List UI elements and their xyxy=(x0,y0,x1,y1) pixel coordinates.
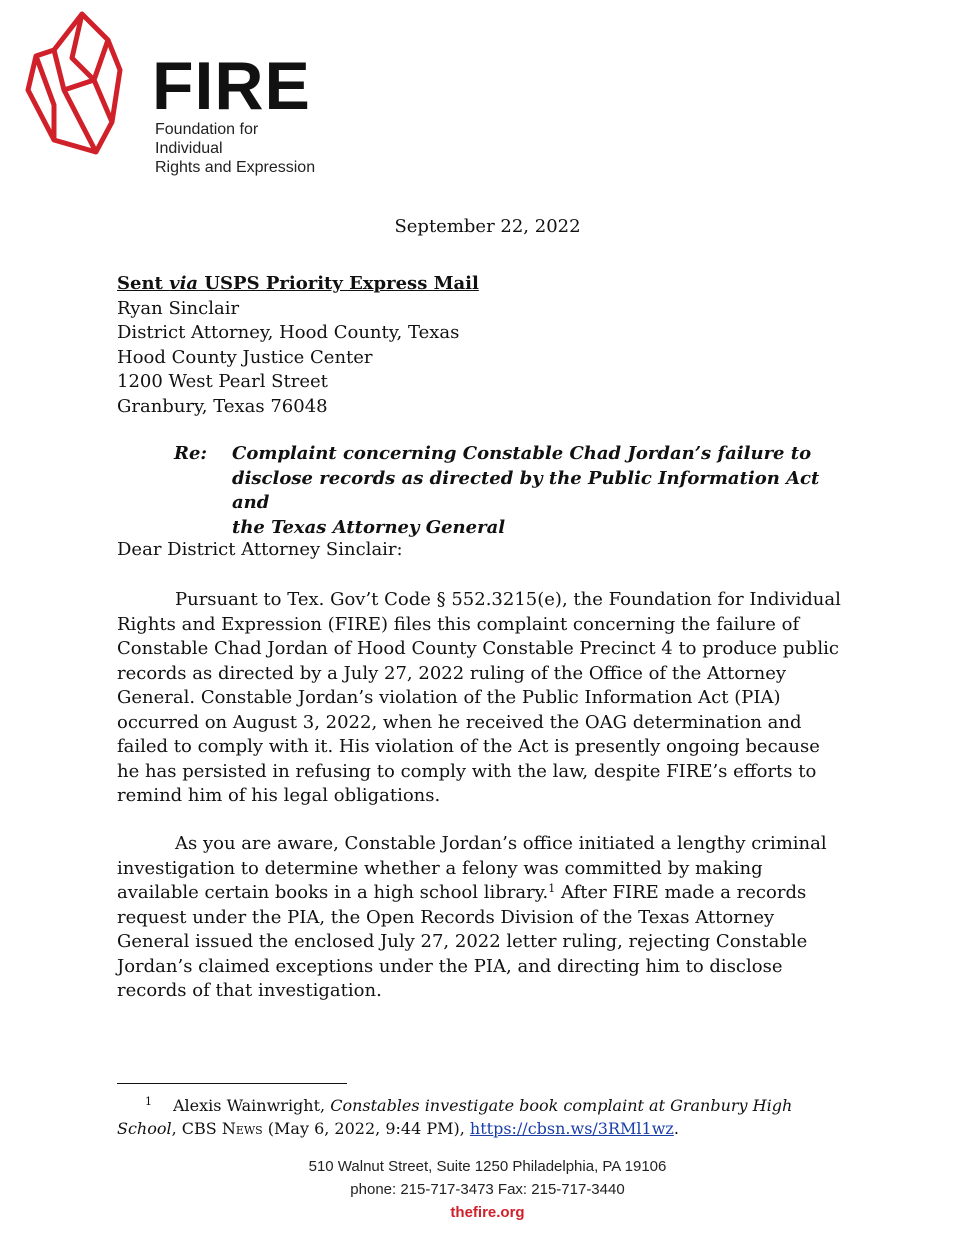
subject-line-1: Complaint concerning Constable Chad Jordan’s failure to xyxy=(232,443,812,464)
paragraph-line: he has persisted in refusing to comply with the law, despite FIRE’s efforts to xyxy=(117,760,817,782)
footnote-line-1: 1 Alexis Wainwright, Constables investigate book complaint at Granbury High xyxy=(145,1095,793,1115)
paragraph-line-text: available certain books in a high school library. xyxy=(117,882,549,903)
logo-tagline xyxy=(155,120,324,177)
footnote-outlet: , CBS xyxy=(171,1119,222,1138)
delivery-suffix: USPS Priority Express Mail xyxy=(198,273,479,294)
paragraph-line: As you are aware, Constable Jordan’s office initiated a lengthy criminal xyxy=(175,833,827,854)
body-paragraph-2 xyxy=(117,832,862,1004)
paragraph-line: records of that investigation. xyxy=(117,980,382,1001)
paragraph-line: occurred on August 3, 2022, when he received the OAG determination and xyxy=(117,711,802,733)
footnote-outlet-smallcaps: News xyxy=(221,1119,263,1138)
footnote-author: Alexis Wainwright, xyxy=(173,1096,331,1115)
footer-address: 510 Walnut Street, Suite 1250 Philadelphia, PA 19106 xyxy=(308,1158,667,1175)
recipient-name: Ryan Sinclair xyxy=(117,297,240,319)
paragraph-line: General issued the enclosed July 27, 2022 letter ruling, rejecting Constable xyxy=(117,931,808,952)
flame-icon xyxy=(24,10,134,160)
recipient-office: Hood County Justice Center xyxy=(117,346,373,368)
paragraph-line: Rights and Expression (FIRE) files this complaint concerning the failure of xyxy=(117,613,800,635)
paragraph-line: remind him of his legal obligations. xyxy=(117,785,441,806)
letterhead-logo xyxy=(24,10,324,176)
paragraph-line-with-footnote xyxy=(117,881,862,906)
footnote-title-end: School xyxy=(117,1119,172,1138)
subject-text xyxy=(232,442,852,540)
footnote-divider xyxy=(117,1083,347,1084)
paragraph-line: Jordan’s claimed exceptions under the PIA, and directing him to disclose xyxy=(117,955,783,977)
recipient-block xyxy=(117,272,479,419)
footnote-line-2 xyxy=(117,1117,837,1140)
paragraph-line: General. Constable Jordan’s violation of the Public Information Act (PIA) xyxy=(117,687,781,708)
footnote-reference[interactable]: 1 xyxy=(548,882,556,895)
footer-website[interactable]: thefire.org xyxy=(450,1204,525,1221)
delivery-prefix: Sent xyxy=(117,273,170,294)
paragraph-line: Pursuant to Tex. Gov’t Code § 552.3215(e), the Foundation for Individual xyxy=(175,589,841,610)
footnote-end: . xyxy=(673,1119,679,1138)
footnote-title: Constables investigate book complaint at Granbury High xyxy=(330,1096,793,1115)
paragraph-line: failed to comply with it. His violation of the Act is presently ongoing because xyxy=(117,736,820,757)
recipient-title: District Attorney, Hood County, Texas xyxy=(117,322,460,343)
footnote-link[interactable]: https://cbsn.ws/3RMl1wz xyxy=(469,1119,674,1138)
body-paragraph-1 xyxy=(117,588,862,809)
paragraph-line: request under the PIA, the Open Records Division of the Texas Attorney xyxy=(117,906,775,928)
footnote xyxy=(117,1094,837,1140)
delivery-method xyxy=(117,272,479,297)
subject-line-3: the Texas Attorney General xyxy=(232,516,506,538)
subject-label: Re: xyxy=(174,443,208,464)
paragraph-line: records as directed by a July 27, 2022 ruling of the Office of the Attorney xyxy=(117,662,787,684)
salutation: Dear District Attorney Sinclair: xyxy=(117,539,403,560)
subject-line-2: disclose records as directed by the Public Information Act and xyxy=(232,467,820,513)
tagline-line-1: Foundation for Individual xyxy=(155,121,259,157)
recipient-street: 1200 West Pearl Street xyxy=(117,371,328,392)
letter-footer xyxy=(0,1155,970,1224)
tagline-line-2: Rights and Expression xyxy=(155,159,316,176)
paragraph-line: investigation to determine whether a felony was committed by making xyxy=(117,857,763,879)
footer-phones: phone: 215-717-3473 Fax: 215-717-3440 xyxy=(350,1181,625,1198)
paragraph-line-text: After FIRE made a records xyxy=(555,882,807,903)
footnote-date: (May 6, 2022, 9:44 PM), xyxy=(262,1119,470,1138)
logo-wordmark: FIRE xyxy=(152,48,311,124)
delivery-via: via xyxy=(169,273,199,294)
paragraph-line: Constable Chad Jordan of Hood County Constable Precinct 4 to produce public xyxy=(117,638,840,659)
recipient-city: Granbury, Texas 76048 xyxy=(117,395,328,417)
letter-date: September 22, 2022 xyxy=(394,216,581,237)
